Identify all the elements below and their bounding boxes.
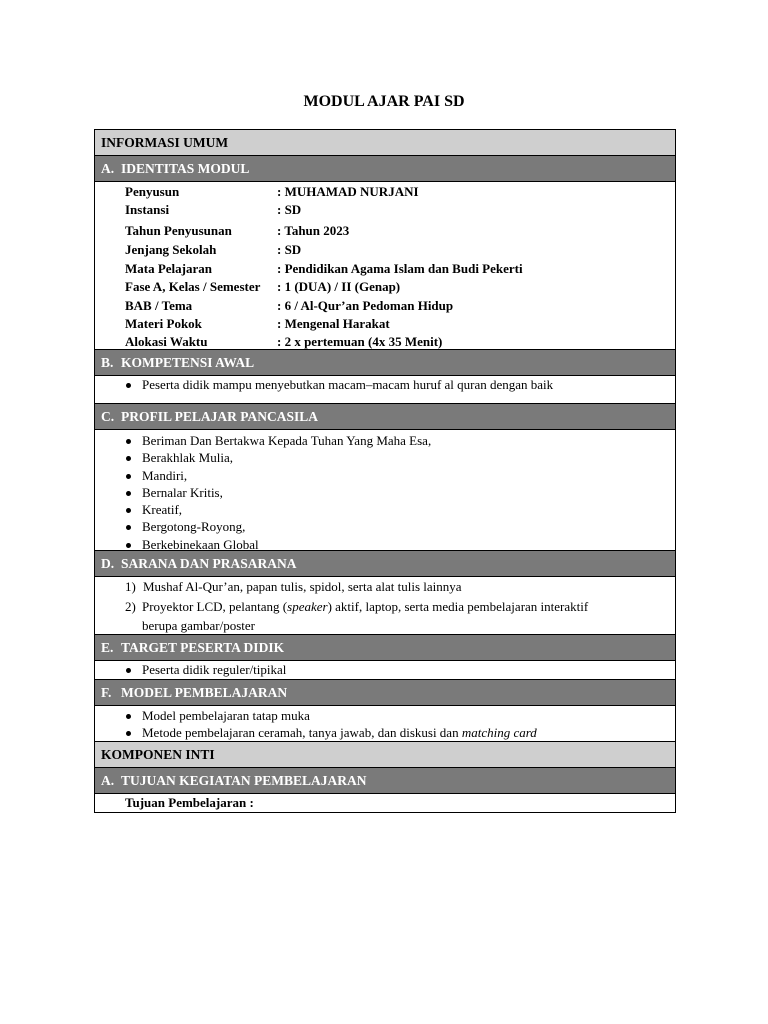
list-item	[95, 724, 675, 741]
section-heading: SARANA DAN PRASARANA	[121, 556, 297, 571]
item-text: Metode pembelajaran ceramah, tanya jawab, dan diskusi dan	[142, 725, 462, 740]
item-text-italic: matching card	[461, 725, 537, 740]
section-model-header	[95, 679, 675, 705]
item-number: 2)	[125, 599, 136, 614]
field-label-penyusun: Penyusun	[125, 184, 180, 199]
kompetensi-body	[95, 375, 675, 403]
list-item: Berakhlak Mulia,	[95, 449, 675, 466]
section-heading: MODEL PEMBELAJARAN	[121, 685, 288, 700]
field-value-materi: : Mengenal Harakat	[277, 316, 390, 331]
list-item: Peserta didik mampu menyebutkan macam–macam huruf al quran dengan baik	[95, 376, 675, 393]
section-letter: B.	[101, 355, 114, 370]
list-item: Berkebinekaan Global	[95, 536, 675, 553]
field-label-fase: Fase A, Kelas / Semester	[125, 279, 261, 294]
list-item: Peserta didik reguler/tipikal	[95, 661, 675, 678]
section-heading: TUJUAN KEGIATAN PEMBELAJARAN	[121, 773, 367, 788]
tujuan-label: Tujuan Pembelajaran :	[95, 793, 675, 812]
field-label-alokasi: Alokasi Waktu	[125, 334, 208, 349]
model-body	[95, 705, 675, 741]
item-text: Proyektor LCD, pelantang (	[142, 599, 288, 614]
document-title: MODUL AJAR PAI SD	[303, 93, 465, 110]
field-value-mapel: : Pendidikan Agama Islam dan Budi Pekerti	[277, 261, 523, 276]
field-value-tahun: : Tahun 2023	[277, 223, 350, 238]
list-item: Beriman Dan Bertakwa Kepada Tuhan Yang Maha Esa,	[95, 432, 675, 449]
section-informasi-umum: INFORMASI UMUM	[95, 129, 675, 155]
list-item	[95, 578, 675, 596]
field-label-bab: BAB / Tema	[125, 298, 193, 313]
section-target-header	[95, 634, 675, 660]
item-text-italic: speaker	[287, 599, 328, 614]
section-identitas-header	[95, 155, 675, 181]
section-komponen-inti: KOMPONEN INTI	[95, 741, 675, 767]
field-label-instansi: Instansi	[125, 202, 170, 217]
item-text: berupa gambar/poster	[142, 618, 255, 633]
section-tujuan-header	[95, 767, 675, 793]
list-item	[95, 597, 675, 635]
module-table	[94, 129, 676, 813]
field-value-bab: : 6 / Al-Qur’an Pedoman Hidup	[277, 298, 454, 313]
section-letter: D.	[101, 556, 115, 571]
section-heading: PROFIL PELAJAR PANCASILA	[121, 409, 319, 424]
list-item: Bernalar Kritis,	[95, 484, 675, 501]
target-body	[95, 660, 675, 679]
section-kompetensi-header	[95, 349, 675, 375]
section-letter: E.	[101, 640, 114, 655]
field-value-fase: : 1 (DUA) / II (Genap)	[277, 279, 401, 294]
section-heading: KOMPETENSI AWAL	[121, 355, 255, 370]
field-value-penyusun: : MUHAMAD NURJANI	[277, 184, 419, 199]
identitas-fields	[95, 181, 675, 349]
section-heading: IDENTITAS MODUL	[121, 161, 250, 176]
section-profil-header	[95, 403, 675, 429]
profil-body	[95, 429, 675, 550]
section-heading: TARGET PESERTA DIDIK	[121, 640, 285, 655]
field-label-mapel: Mata Pelajaran	[125, 261, 213, 276]
field-value-jenjang: : SD	[277, 242, 302, 257]
section-letter: A.	[101, 773, 115, 788]
list-item: Model pembelajaran tatap muka	[95, 707, 675, 724]
item-text: Mushaf Al-Qur’an, papan tulis, spidol, serta alat tulis lainnya	[143, 579, 462, 594]
field-label-jenjang: Jenjang Sekolah	[125, 242, 217, 257]
section-letter: A.	[101, 161, 115, 176]
field-value-alokasi: : 2 x pertemuan (4x 35 Menit)	[277, 334, 443, 349]
section-letter: C.	[101, 409, 115, 424]
list-item: Mandiri,	[95, 467, 675, 484]
list-item: Kreatif,	[95, 501, 675, 518]
field-label-materi: Materi Pokok	[125, 316, 202, 331]
field-value-instansi: : SD	[277, 202, 302, 217]
field-label-tahun: Tahun Penyusunan	[125, 223, 232, 238]
item-number: 1)	[125, 579, 136, 594]
section-letter: F.	[101, 685, 112, 700]
list-item: Bergotong-Royong,	[95, 518, 675, 535]
sarana-body	[95, 576, 675, 634]
section-sarana-header	[95, 550, 675, 576]
item-text: ) aktif, laptop, serta media pembelajaran interaktif	[327, 599, 589, 614]
